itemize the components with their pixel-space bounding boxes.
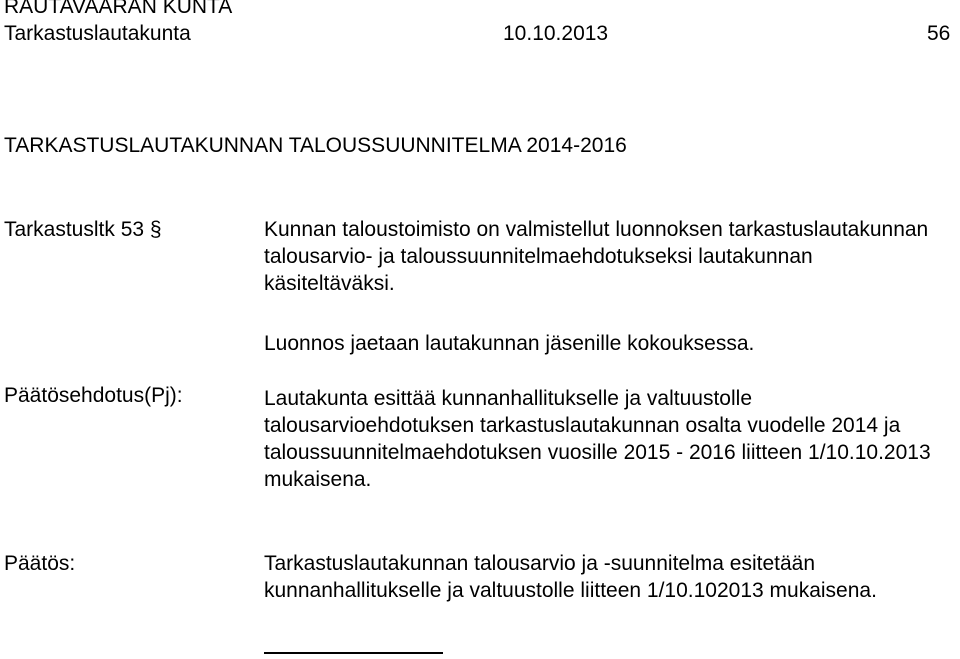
proposal-line: mukaisena.: [264, 468, 372, 491]
decision-line: Tarkastuslautakunnan talousarvio ja -suunnitelma esitetään: [264, 552, 815, 575]
note-line: Luonnos jaetaan lautakunnan jäsenille kokouksessa.: [264, 332, 755, 355]
intro-line: talousarvio- ja taloussuunnitelmaehdotukseksi lautakunnan: [264, 245, 813, 268]
decision-line: kunnanhallitukselle ja valtuustolle liitteen 1/10.102013 mukaisena.: [264, 579, 877, 602]
page-number: 56: [927, 22, 951, 45]
intro-paragraph: [264, 216, 928, 297]
proposal-line: talousarvioehdotuksen tarkastuslautakunnan osalta vuodelle 2014 ja: [264, 414, 901, 437]
proposal-line: taloussuunnitelmaehdotuksen vuosille 2015 - 2016 liitteen 1/10.10.2013: [264, 441, 931, 464]
meeting-date: 10.10.2013: [503, 22, 609, 45]
decision-label: Päätös:: [4, 552, 76, 575]
signature-line: [264, 652, 443, 654]
proposal-line: Lautakunta esittää kunnanhallitukselle ja valtuustolle: [264, 387, 752, 410]
note-paragraph: [264, 330, 754, 357]
decision-paragraph: [264, 550, 877, 604]
section-reference: Tarkastusltk 53 §: [4, 218, 162, 241]
organization-name: RAUTAVAARAN KUNTA: [4, 0, 233, 18]
proposal-label: Päätösehdotus(Pj):: [4, 384, 183, 407]
intro-line: käsiteltäväksi.: [264, 272, 395, 295]
intro-line: Kunnan taloustoimisto on valmistellut luonnoksen tarkastuslautakunnan: [264, 218, 929, 241]
proposal-paragraph: [264, 385, 931, 493]
document-title: TARKASTUSLAUTAKUNNAN TALOUSSUUNNITELMA 2014-2016: [4, 134, 627, 157]
committee-name: Tarkastuslautakunta: [4, 22, 191, 45]
